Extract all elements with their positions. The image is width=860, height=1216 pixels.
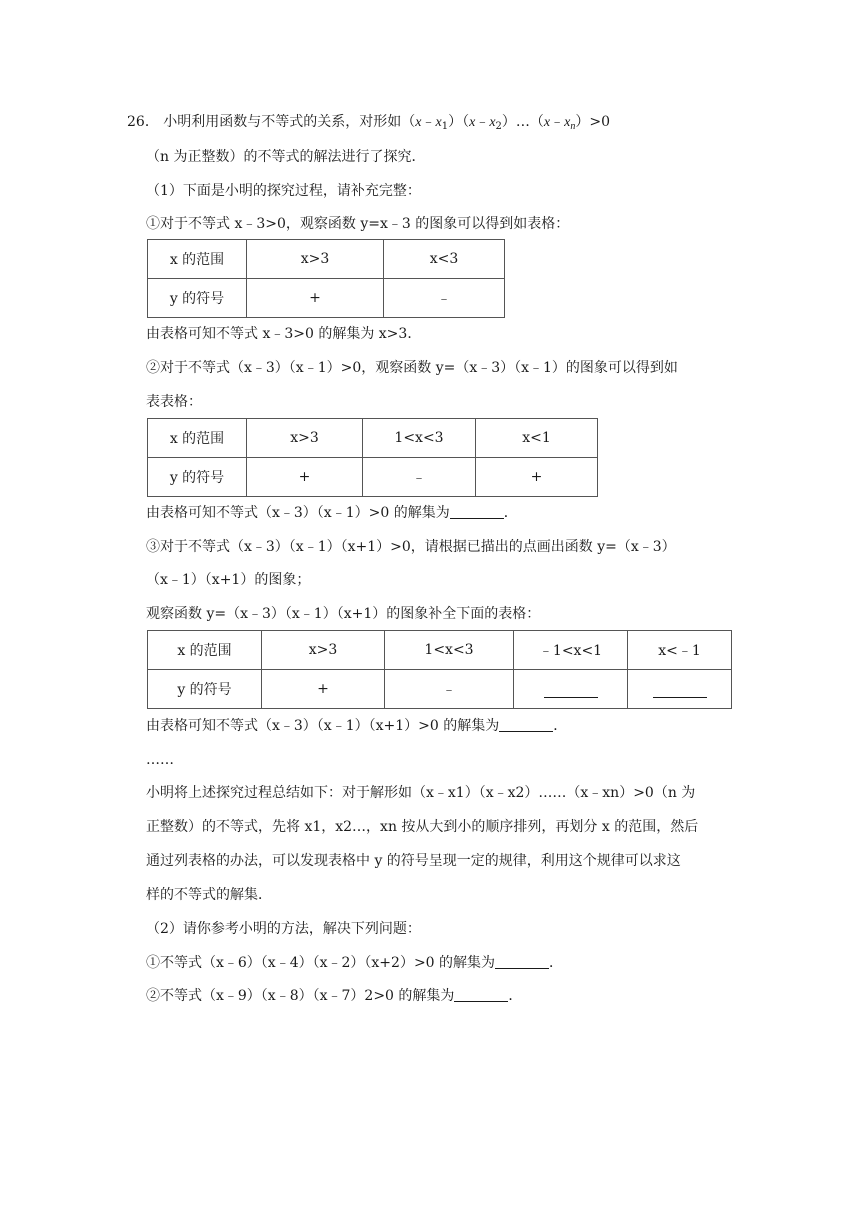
row-header-sign: y 的符号 bbox=[148, 458, 247, 497]
table-2-sign-row bbox=[148, 458, 598, 497]
answer-blank[interactable] bbox=[495, 954, 549, 969]
range-cell: x<﹣1 bbox=[628, 631, 732, 670]
range-cell: ﹣1<x<1 bbox=[514, 631, 628, 670]
sign-cell: + bbox=[476, 458, 598, 497]
step2-text-1: ②对于不等式（x﹣3）（x﹣1）>0，观察函数 y=（x﹣3）（x﹣1）的图象可以得到如 bbox=[146, 360, 678, 376]
sign-cell-blank[interactable] bbox=[514, 670, 628, 709]
range-cell: 1<x<3 bbox=[385, 631, 514, 670]
step3-text-2: （x﹣1）（x+1）的图象； bbox=[146, 572, 311, 588]
table-1-sign-row bbox=[148, 279, 505, 318]
problem-line-2: （n 为正整数）的不等式的解法进行了探究． bbox=[146, 149, 426, 165]
table-3-sign-row bbox=[148, 670, 732, 709]
range-cell: x<3 bbox=[384, 240, 505, 279]
step3-text-1: ③对于不等式（x﹣3）（x﹣1）（x+1）>0，请根据已描出的点画出函数 y=（x﹣3） bbox=[146, 539, 676, 555]
sign-cell: ﹣ bbox=[363, 458, 476, 497]
part2-header: （2）请你参考小明的方法，解决下列问题： bbox=[146, 921, 421, 937]
row-header-range: x 的范围 bbox=[148, 631, 262, 670]
step1-text: ①对于不等式 x﹣3>0，观察函数 y=x﹣3 的图象可以得到如表格： bbox=[146, 216, 570, 232]
step1-conclusion: 由表格可知不等式 x﹣3>0 的解集为 x>3． bbox=[146, 326, 422, 342]
row-header-range: x 的范围 bbox=[148, 419, 247, 458]
sign-cell: + bbox=[247, 458, 363, 497]
summary-line-2: 正整数）的不等式，先将 x1，x2…，xn 按从大到小的顺序排列，再划分 x 的范围，然后 bbox=[146, 819, 699, 835]
table-1 bbox=[147, 239, 505, 318]
step3-conclusion: 由表格可知不等式（x﹣3）（x﹣1）（x+1）>0 的解集为 ． bbox=[146, 718, 568, 734]
range-cell: 1<x<3 bbox=[363, 419, 476, 458]
range-cell: x>3 bbox=[247, 419, 363, 458]
answer-blank[interactable] bbox=[499, 717, 553, 732]
summary-line-1: 小明将上述探究过程总结如下：对于解形如（x﹣x1）（x﹣x2）……（x﹣xn）>0（n 为 bbox=[146, 785, 696, 801]
step2-conclusion: 由表格可知不等式（x﹣3）（x﹣1）>0 的解集为 ． bbox=[146, 505, 518, 521]
row-header-range: x 的范围 bbox=[148, 240, 247, 279]
table-2-range-row bbox=[148, 419, 598, 458]
part2-q2: ②不等式（x﹣9）（x﹣8）（x﹣7）2>0 的解集为 ． bbox=[146, 988, 523, 1004]
answer-blank[interactable] bbox=[454, 987, 508, 1002]
table-1-range-row bbox=[148, 240, 505, 279]
summary-line-4: 样的不等式的解集． bbox=[146, 887, 272, 903]
summary-line-3: 通过列表格的办法，可以发现表格中 y 的符号呈现一定的规律，利用这个规律可以求这 bbox=[146, 853, 681, 869]
problem-number: 26． bbox=[127, 114, 159, 130]
range-cell: x>3 bbox=[247, 240, 384, 279]
part2-q1: ①不等式（x﹣6）（x﹣4）（x﹣2）（x+2）>0 的解集为 ． bbox=[146, 955, 564, 971]
sign-cell: + bbox=[262, 670, 385, 709]
problem-line-1 bbox=[127, 112, 610, 137]
problem-intro: 小明利用函数与不等式的关系，对形如$(x﹣x_1)(x﹣x_2)\dots(x﹣x_n)>0$ bbox=[163, 114, 610, 132]
part1-header: （1）下面是小明的探究过程，请补充完整： bbox=[146, 183, 421, 199]
sign-cell: ﹣ bbox=[385, 670, 514, 709]
step2-text-2: 表表格： bbox=[146, 394, 202, 410]
row-header-sign: y 的符号 bbox=[148, 670, 262, 709]
row-header-sign: y 的符号 bbox=[148, 279, 247, 318]
step3-text-3: 观察函数 y=（x﹣3）（x﹣1）（x+1）的图象补全下面的表格： bbox=[146, 606, 541, 622]
range-cell: x>3 bbox=[262, 631, 385, 670]
ellipsis: …… bbox=[146, 752, 174, 768]
table-3 bbox=[147, 630, 732, 709]
range-cell: x<1 bbox=[476, 419, 598, 458]
table-3-range-row bbox=[148, 631, 732, 670]
sign-cell-blank[interactable] bbox=[628, 670, 732, 709]
sign-cell: + bbox=[247, 279, 384, 318]
answer-blank[interactable] bbox=[450, 504, 504, 519]
sign-cell: ﹣ bbox=[384, 279, 505, 318]
table-2 bbox=[147, 418, 598, 497]
